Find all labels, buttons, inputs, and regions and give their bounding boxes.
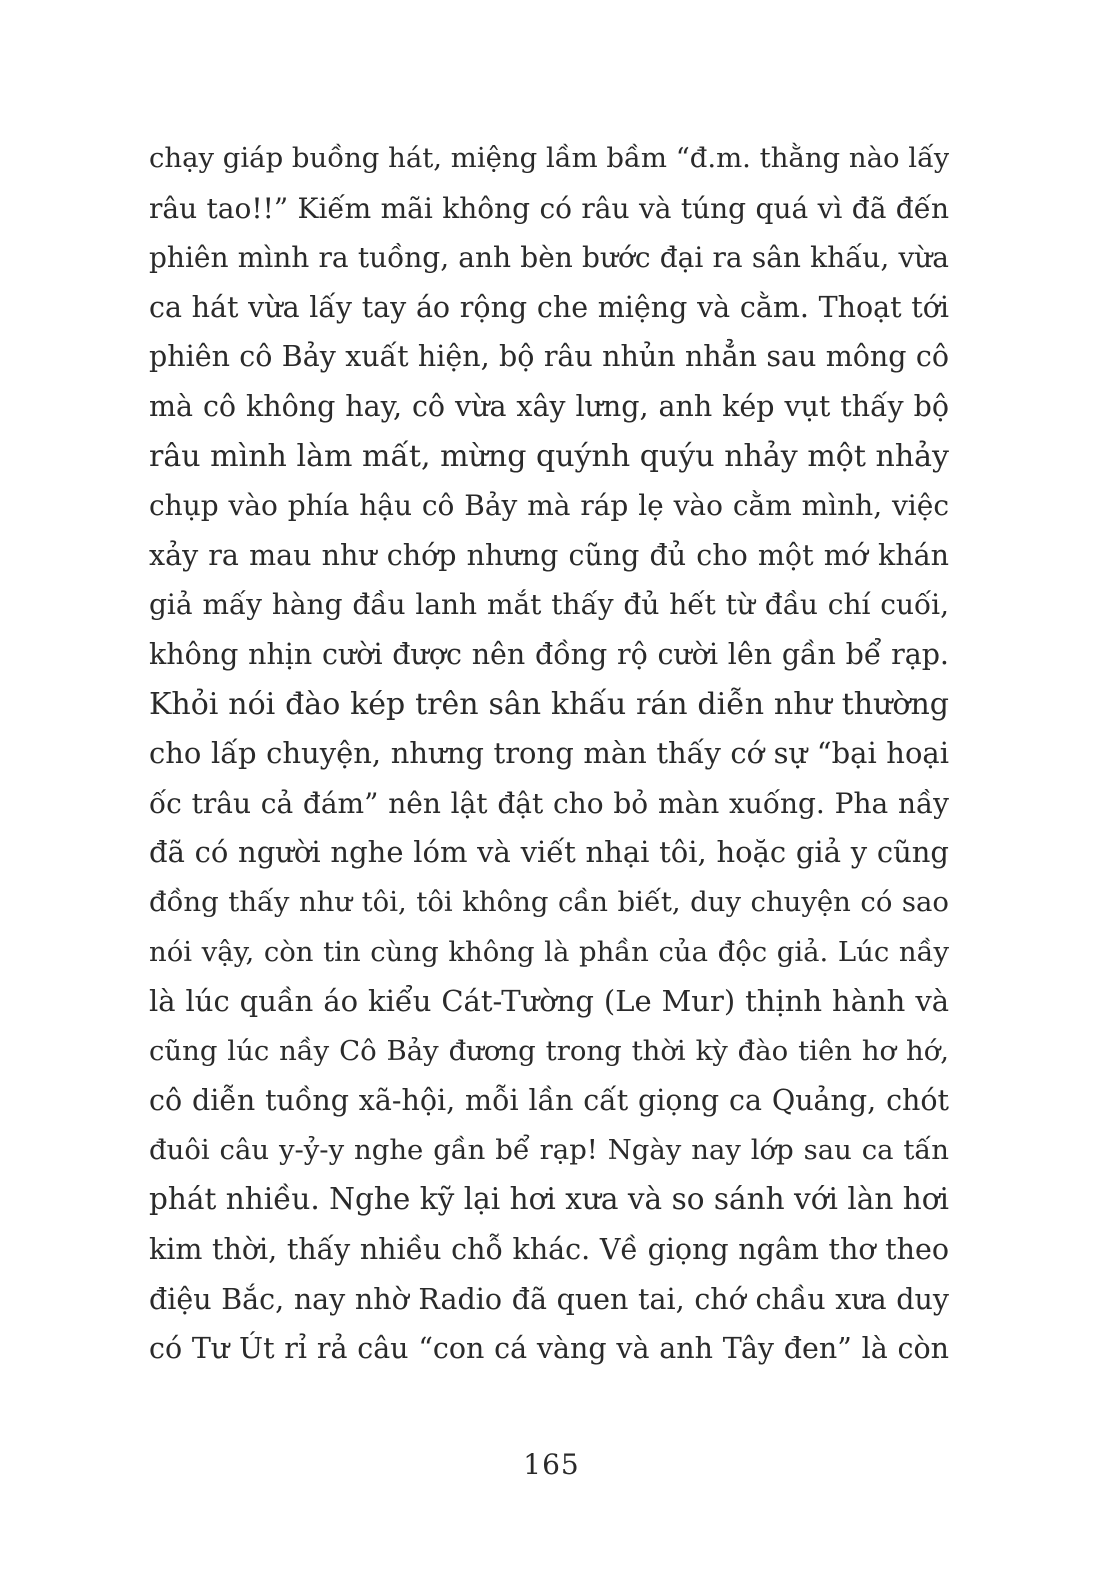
text-line: đuôi câu y-ỷ-y nghe gần bể rạp! Ngày nay lớp sau ca tấn <box>149 1133 949 1166</box>
text-line: phiên cô Bảy xuất hiện, bộ râu nhủn nhẳn sau mông cô <box>149 340 949 374</box>
text-line: chụp vào phía hậu cô Bảy mà ráp lẹ vào cằm mình, việc <box>149 489 949 523</box>
text-line: xảy ra mau như chớp nhưng cũng đủ cho một mớ khán <box>149 538 949 572</box>
text-line: râu mình làm mất, mừng quýnh quýu nhảy một nhảy <box>149 438 949 474</box>
text-line: đồng thấy như tôi, tôi không cần biết, duy chuyện có sao <box>149 885 949 918</box>
text-line: chạy giáp buồng hát, miệng lầm bầm “đ.m. thằng nào lấy <box>149 142 949 174</box>
text-line: ốc trâu cả đám” nên lật đật cho bỏ màn xuống. Pha nầy <box>149 786 949 820</box>
text-line: cho lấp chuyện, nhưng trong màn thấy cớ sự “bại hoại <box>149 736 949 771</box>
text-line: phát nhiều. Nghe kỹ lại hơi xưa và so sánh với làn hơi <box>149 1182 949 1217</box>
text-line: không nhịn cười được nên đồng rộ cười lên gần bể rạp. <box>149 637 949 671</box>
body-text <box>149 134 949 1374</box>
text-line: nói vậy, còn tin cùng không là phần của độc giả. Lúc nầy <box>149 935 949 968</box>
text-line: kim thời, thấy nhiều chỗ khác. Về giọng ngâm thơ theo <box>149 1233 949 1267</box>
text-line: cũng lúc nầy Cô Bảy đương trong thời kỳ đào tiên hơ hớ, <box>149 1034 949 1067</box>
text-line: phiên mình ra tuồng, anh bèn bước đại ra sân khấu, vừa <box>149 241 949 275</box>
page-number: 165 <box>523 1448 580 1481</box>
text-line: điệu Bắc, nay nhờ Radio đã quen tai, chớ chầu xưa duy <box>149 1282 949 1316</box>
text-line: có Tư Út rỉ rả câu “con cá vàng và anh Tây đen” là còn <box>149 1332 949 1366</box>
text-line: giả mấy hàng đầu lanh mắt thấy đủ hết từ đầu chí cuối, <box>149 588 949 622</box>
text-line: râu tao!!” Kiếm mãi không có râu và túng quá vì đã đến <box>149 191 949 225</box>
text-line: mà cô không hay, cô vừa xây lưng, anh kép vụt thấy bộ <box>149 389 949 423</box>
text-line: ca hát vừa lấy tay áo rộng che miệng và cằm. Thoạt tới <box>149 290 949 324</box>
text-line: là lúc quần áo kiểu Cát-Tường (Le Mur) thịnh hành và <box>149 984 949 1019</box>
text-line: Khỏi nói đào kép trên sân khấu rán diễn như thường <box>149 686 949 722</box>
text-line: cô diễn tuồng xã-hội, mỗi lần cất giọng ca Quảng, chót <box>149 1084 949 1118</box>
text-line: đã có người nghe lóm và viết nhại tôi, hoặc giả y cũng <box>149 835 949 870</box>
